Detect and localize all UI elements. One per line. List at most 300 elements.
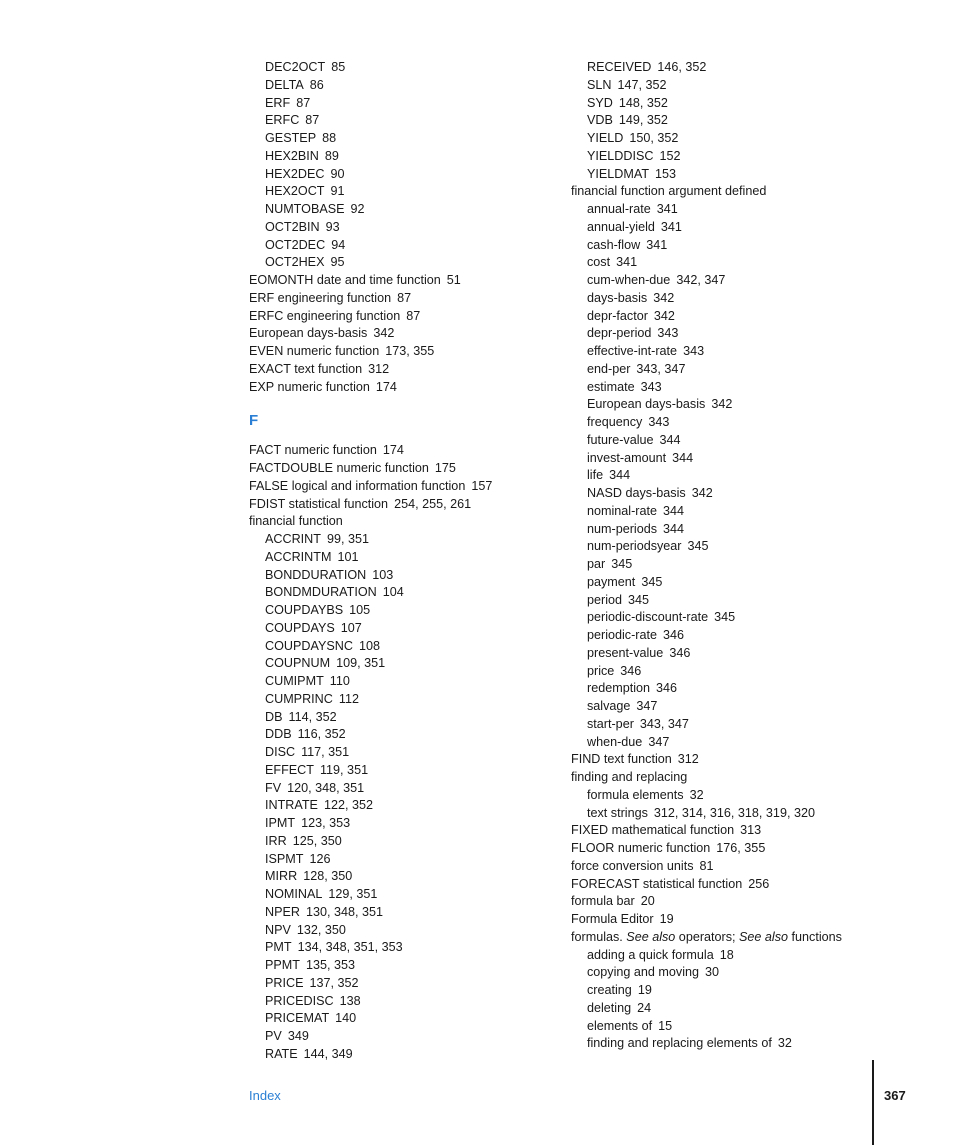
index-page-refs: 93 (325, 219, 340, 234)
index-term: HEX2DEC (265, 166, 325, 181)
index-page-refs: 342 (653, 308, 675, 323)
index-term: FIXED mathematical function (571, 823, 735, 838)
index-term: NPER (265, 904, 300, 919)
index-page-refs: 346 (663, 628, 685, 642)
index-page-refs: 81 (699, 858, 714, 873)
index-term: ERF engineering function (249, 290, 392, 305)
index-term: FLOOR numeric function (571, 841, 711, 855)
index-term: GESTEP (265, 131, 317, 145)
index-term: estimate (587, 379, 635, 394)
index-page-refs: 343 (657, 326, 679, 341)
index-entry (571, 822, 871, 840)
index-page-refs: 347 (636, 699, 658, 713)
index-term: IRR (265, 833, 287, 848)
index-page-refs: 343 (640, 379, 662, 394)
index-page-refs: 344 (663, 503, 685, 518)
index-subentry (571, 166, 871, 184)
index-term: text strings (587, 805, 648, 820)
index-subentry (571, 964, 871, 982)
index-page-refs: 153 (655, 166, 677, 181)
index-subentry (571, 609, 871, 627)
index-term: par (587, 557, 606, 571)
index-page-refs: 146, 352 (657, 60, 707, 74)
index-page-refs: 20 (640, 894, 655, 909)
index-subentry (571, 112, 871, 130)
index-column-left (249, 59, 549, 1064)
index-term: EOMONTH date and time function (249, 273, 441, 287)
index-term: cash-flow (587, 237, 641, 252)
index-entry (571, 840, 871, 858)
index-page-refs: 101 (337, 549, 359, 564)
index-subentry (571, 982, 871, 1000)
index-term: effective-int-rate (587, 344, 678, 358)
index-subentry (571, 272, 871, 290)
index-page-refs: 344 (659, 432, 681, 447)
index-term: creating (587, 983, 632, 997)
index-page-refs: 344 (672, 450, 694, 465)
index-page-refs: 346 (656, 681, 678, 696)
section-letter-heading: F (249, 412, 259, 430)
index-subentry (249, 183, 549, 201)
index-page-refs: 99, 351 (326, 532, 370, 546)
index-subentry (249, 744, 549, 762)
index-subentry (571, 95, 871, 113)
index-page-refs: 122, 352 (323, 798, 373, 813)
index-subentry (571, 237, 871, 255)
index-entry (571, 769, 871, 787)
index-page-refs: 341 (660, 219, 682, 234)
index-term: ERFC engineering function (249, 308, 401, 323)
index-term: DISC (265, 745, 296, 759)
index-subentry (249, 130, 549, 148)
index-page-refs: 103 (372, 567, 394, 582)
index-page-refs: 15 (658, 1018, 673, 1033)
index-subentry (249, 237, 549, 255)
index-page-refs: 126 (309, 851, 331, 866)
index-term: DELTA (265, 77, 304, 92)
index-entry (249, 361, 549, 379)
index-page-refs: 89 (324, 148, 339, 163)
index-page-refs: 342, 347 (676, 273, 726, 287)
index-entry (571, 183, 871, 201)
index-page-refs: 87 (296, 95, 311, 110)
index-subentry (249, 201, 549, 219)
index-page-refs: 147, 352 (617, 77, 667, 92)
index-term: depr-factor (587, 308, 648, 323)
index-page-refs: 125, 350 (292, 833, 342, 848)
index-term: RATE (265, 1046, 298, 1061)
index-page-refs: 344 (609, 468, 631, 483)
index-subentry (571, 1000, 871, 1018)
index-subentry (571, 627, 871, 645)
index-page-refs: 91 (330, 184, 345, 199)
index-subentry (249, 549, 549, 567)
index-entry (571, 929, 871, 947)
index-page-refs: 105 (349, 603, 371, 617)
index-page-refs: 108 (358, 638, 380, 653)
index-page-refs: 85 (331, 60, 346, 74)
index-term: VDB (587, 113, 613, 128)
index-page-refs: 24 (637, 1000, 652, 1015)
index-page-refs: 345 (628, 592, 650, 607)
index-subentry (249, 531, 549, 549)
index-term: SYD (587, 95, 613, 110)
index-page-refs: 144, 349 (303, 1046, 353, 1061)
index-page-refs: 30 (705, 965, 720, 980)
index-subentry (249, 148, 549, 166)
index-page-refs: 138 (339, 993, 361, 1008)
index-subentry (571, 396, 871, 414)
index-term: formula elements (587, 787, 684, 802)
index-term: DEC2OCT (265, 60, 326, 74)
index-entry (571, 893, 871, 911)
index-page-refs: 149, 352 (618, 113, 668, 128)
index-page-refs: 345 (714, 610, 736, 625)
index-term: HEX2BIN (265, 148, 319, 163)
index-page-refs: 343 (648, 415, 670, 429)
index-page-refs: 87 (406, 308, 421, 323)
index-page-refs: 343, 347 (636, 361, 686, 376)
index-page-refs: 342 (691, 486, 713, 500)
index-subentry (571, 485, 871, 503)
index-subentry (571, 325, 871, 343)
index-page-refs: 176, 355 (716, 841, 766, 855)
index-term: HEX2OCT (265, 184, 325, 199)
index-page-refs: 140 (335, 1011, 357, 1026)
index-term: European days-basis (249, 326, 368, 341)
index-term: DDB (265, 727, 292, 742)
index-entry (249, 325, 549, 343)
index-page-refs: 109, 351 (336, 656, 386, 671)
index-term: invest-amount (587, 450, 667, 465)
index-entry-text: operators; (675, 929, 740, 944)
index-term: periodic-discount-rate (587, 610, 709, 625)
index-term: cost (587, 255, 611, 270)
index-page-refs: 88 (322, 131, 337, 145)
index-subentry (571, 805, 871, 823)
index-term: formula bar (571, 894, 635, 909)
index-term: salvage (587, 699, 631, 713)
index-entry (249, 513, 549, 531)
footer-divider (872, 1060, 874, 1145)
index-term: CUMIPMT (265, 674, 324, 688)
index-subentry (571, 254, 871, 272)
index-subentry (249, 726, 549, 744)
index-subentry (571, 343, 871, 361)
index-subentry (249, 602, 549, 620)
index-term: price (587, 663, 615, 678)
index-page-refs: 342 (653, 290, 675, 305)
index-subentry (571, 716, 871, 734)
index-subentry (249, 957, 549, 975)
index-subentry (571, 1035, 871, 1053)
index-subentry (571, 787, 871, 805)
index-page-refs: 132, 350 (296, 922, 346, 937)
index-page-refs: 120, 348, 351 (287, 780, 365, 795)
index-term: FORECAST statistical function (571, 876, 743, 891)
index-subentry (571, 538, 871, 556)
index-page-refs: 95 (330, 255, 345, 270)
page-number: 367 (884, 1088, 906, 1103)
index-entry (249, 478, 549, 496)
index-page-refs: 90 (330, 166, 345, 181)
index-subentry (571, 503, 871, 521)
index-subentry (571, 645, 871, 663)
index-term: finding and replacing (571, 770, 688, 784)
index-subentry (249, 584, 549, 602)
index-term: FV (265, 780, 282, 795)
index-term: FIND text function (571, 752, 672, 767)
index-subentry (249, 833, 549, 851)
index-term: PV (265, 1029, 282, 1043)
index-subentry (571, 219, 871, 237)
index-entry (249, 379, 549, 397)
index-term: European days-basis (587, 397, 706, 412)
index-page-refs: 343 (683, 344, 705, 358)
index-term: ISPMT (265, 851, 304, 866)
index-entry (249, 290, 549, 308)
index-term: ERF (265, 95, 291, 110)
index-term: PPMT (265, 958, 300, 972)
index-page-refs: 104 (382, 585, 404, 600)
index-page-refs: 312 (368, 361, 390, 376)
index-page-refs: 150, 352 (629, 131, 679, 145)
index-page-refs: 349 (287, 1029, 309, 1043)
index-subentry (249, 797, 549, 815)
index-subentry (249, 567, 549, 585)
index-term: financial function argument defined (571, 184, 767, 199)
index-page-refs: 152 (659, 148, 681, 163)
index-subentry (249, 95, 549, 113)
index-term: PRICEDISC (265, 993, 334, 1008)
index-page-refs: 313 (740, 823, 762, 838)
index-term: force conversion units (571, 858, 694, 873)
index-term: OCT2DEC (265, 237, 326, 252)
index-term: COUPDAYS (265, 620, 335, 635)
index-page-refs: 342 (373, 326, 395, 341)
index-term: YIELDDISC (587, 148, 654, 163)
index-subentry (249, 1028, 549, 1046)
index-page-refs: 123, 353 (301, 816, 351, 830)
index-entry-text: functions (788, 929, 842, 944)
index-subentry (249, 691, 549, 709)
index-term: BONDMDURATION (265, 585, 377, 600)
index-page-refs: 345 (687, 539, 709, 554)
index-subentry (249, 851, 549, 869)
index-entry (249, 442, 549, 460)
index-entry (249, 308, 549, 326)
index-subentry (249, 638, 549, 656)
index-page-refs: 344 (663, 521, 685, 536)
index-subentry (249, 868, 549, 886)
index-page-refs: 112 (338, 691, 359, 706)
index-subentry (571, 130, 871, 148)
index-page-refs: 119, 351 (319, 762, 369, 777)
index-subentry (571, 734, 871, 752)
index-page-refs: 341 (656, 202, 678, 216)
index-term: periodic-rate (587, 628, 657, 642)
index-term: OCT2BIN (265, 219, 320, 234)
index-term: RECEIVED (587, 60, 652, 74)
index-subentry (571, 1018, 871, 1036)
index-subentry (249, 762, 549, 780)
index-subentry (571, 308, 871, 326)
index-term: deleting (587, 1000, 632, 1015)
index-term: EFFECT (265, 762, 314, 777)
index-subentry (571, 59, 871, 77)
index-term: start-per (587, 716, 634, 731)
index-term: Formula Editor (571, 912, 654, 926)
index-subentry (249, 815, 549, 833)
index-term: COUPNUM (265, 656, 331, 671)
index-term: depr-period (587, 326, 652, 341)
index-page-refs: 110 (329, 674, 350, 688)
index-subentry (249, 620, 549, 638)
index-term: YIELD (587, 131, 624, 145)
index-subentry (249, 77, 549, 95)
index-subentry (249, 780, 549, 798)
index-term: ACCRINTM (265, 549, 332, 564)
index-page-refs: 173, 355 (385, 344, 435, 358)
index-page-refs: 341 (616, 255, 638, 270)
index-term: FACTDOUBLE numeric function (249, 461, 429, 475)
index-term: end-per (587, 361, 631, 376)
index-term: YIELDMAT (587, 166, 650, 181)
index-subentry (571, 698, 871, 716)
index-term: annual-rate (587, 202, 651, 216)
index-page-refs: 256 (748, 876, 770, 891)
index-term: FALSE logical and information function (249, 478, 466, 493)
index-term: DB (265, 709, 283, 724)
index-page-refs: 94 (331, 237, 346, 252)
index-term: ACCRINT (265, 532, 321, 546)
index-subentry (571, 432, 871, 450)
index-subentry (249, 655, 549, 673)
index-term: NPV (265, 922, 291, 937)
index-subentry (249, 219, 549, 237)
index-page-refs: 342 (711, 397, 733, 412)
index-term: num-periodsyear (587, 539, 682, 554)
index-page-refs: 87 (305, 113, 320, 128)
index-page-refs: 175 (434, 461, 456, 475)
index-term: financial function (249, 514, 343, 529)
index-page-refs: 19 (637, 983, 652, 997)
index-page-refs: 19 (659, 912, 674, 926)
index-page-refs: 128, 350 (303, 869, 353, 884)
index-entry-text: formulas. (571, 929, 627, 944)
index-subentry (249, 709, 549, 727)
index-page-refs: 174 (375, 379, 397, 394)
index-page-refs: 347 (648, 734, 670, 749)
index-term: SLN (587, 77, 612, 92)
index-subentry (571, 947, 871, 965)
index-term: FDIST statistical function (249, 496, 389, 511)
index-page-refs: 129, 351 (328, 887, 378, 901)
index-page-refs: 86 (309, 77, 324, 92)
index-term: finding and replacing elements of (587, 1036, 772, 1051)
index-page-refs: 116, 352 (297, 727, 346, 742)
index-subentry (571, 556, 871, 574)
index-subentry (249, 112, 549, 130)
index-term: PRICE (265, 975, 304, 990)
index-entry (571, 911, 871, 929)
index-entry (571, 858, 871, 876)
index-term: life (587, 468, 604, 483)
index-entry (571, 876, 871, 894)
index-term: EVEN numeric function (249, 344, 380, 358)
index-term: period (587, 592, 623, 607)
index-term: NOMINAL (265, 887, 323, 901)
index-subentry (249, 1010, 549, 1028)
index-page-refs: 134, 348, 351, 353 (297, 940, 403, 955)
index-term: payment (587, 574, 636, 589)
index-page-refs: 130, 348, 351 (306, 904, 384, 919)
index-term: redemption (587, 681, 651, 696)
index-page-refs: 343, 347 (639, 716, 689, 731)
index-term: MIRR (265, 869, 298, 884)
index-subentry (249, 673, 549, 691)
index-subentry (249, 1046, 549, 1064)
index-page-refs: 174 (382, 443, 404, 458)
index-subentry (249, 886, 549, 904)
index-term: BONDDURATION (265, 567, 367, 582)
index-page-refs: 148, 352 (618, 95, 668, 110)
index-subentry (249, 975, 549, 993)
index-entry (249, 343, 549, 361)
index-subentry (571, 414, 871, 432)
index-subentry (249, 939, 549, 957)
index-page-refs: 107 (340, 620, 362, 635)
index-entry (249, 496, 549, 514)
index-subentry (571, 521, 871, 539)
index-page-refs: 157 (471, 478, 493, 493)
index-term: IPMT (265, 816, 296, 830)
footer-section-label: Index (249, 1088, 281, 1103)
index-term: future-value (587, 432, 654, 447)
index-subentry (571, 574, 871, 592)
index-term: nominal-rate (587, 503, 657, 518)
index-entry (249, 460, 549, 478)
index-subentry (571, 467, 871, 485)
index-term: NASD days-basis (587, 486, 686, 500)
index-term: EXACT text function (249, 361, 363, 376)
index-term: frequency (587, 415, 643, 429)
index-subentry (571, 201, 871, 219)
index-column-right (571, 59, 871, 1053)
index-term: COUPDAYSNC (265, 638, 353, 653)
index-term: CUMPRINC (265, 691, 333, 706)
index-subentry (249, 993, 549, 1011)
index-subentry (571, 290, 871, 308)
index-subentry (571, 148, 871, 166)
index-term: COUPDAYBS (265, 603, 344, 617)
index-subentry (249, 254, 549, 272)
index-page-refs: 312 (677, 752, 699, 767)
index-page-refs: 135, 353 (305, 958, 356, 972)
index-term: NUMTOBASE (265, 202, 345, 216)
index-term: EXP numeric function (249, 379, 370, 394)
index-subentry (571, 77, 871, 95)
index-page-refs: 32 (777, 1036, 792, 1051)
index-subentry (571, 379, 871, 397)
index-page-refs: 346 (669, 645, 691, 660)
index-term: INTRATE (265, 798, 318, 813)
index-page-refs: 117, 351 (301, 745, 350, 759)
index-page-refs: 346 (620, 663, 642, 678)
index-term: PMT (265, 940, 292, 955)
index-entry (249, 272, 549, 290)
index-page-refs: 345 (611, 557, 633, 571)
